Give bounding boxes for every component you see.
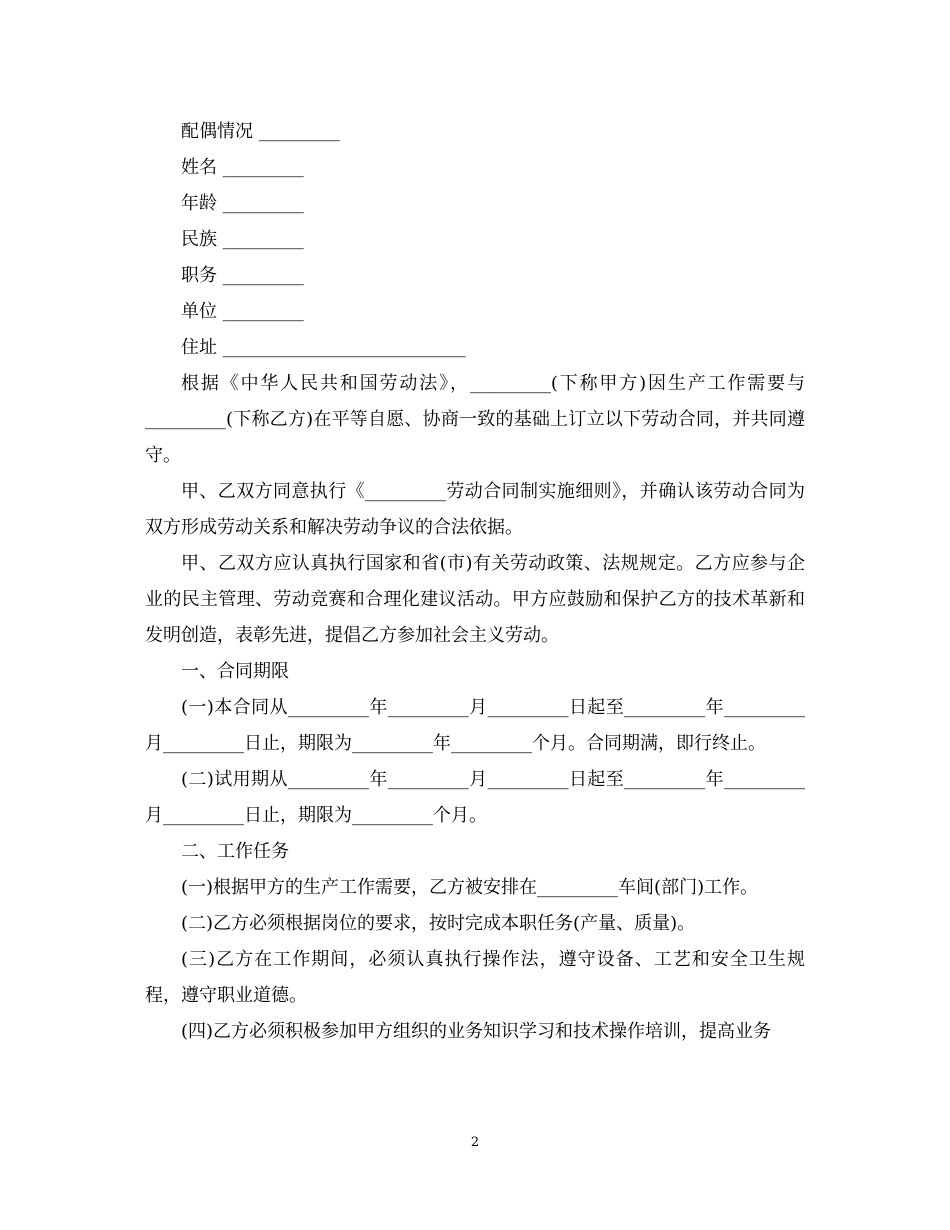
clause-probation: (二)试用期从_________年_________月_________日起至_________年_________月_________日止，期限为_________个月。	[145, 769, 805, 826]
clause-contract-term: (一)本合同从_________年_________月_________日起至_________年_________月_________日止，期限为_________年_________个月。合同期满，即行终止。	[145, 697, 805, 754]
field-employer: 单位 _________	[181, 301, 304, 322]
section-heading-tasks: 二、工作任务	[181, 841, 289, 862]
field-position: 职务 _________	[181, 265, 304, 286]
field-ethnicity: 民族 _________	[181, 229, 304, 250]
paragraph-obligations: 甲、乙双方应认真执行国家和省(市)有关劳动政策、法规规定。乙方应参与企业的民主管理、劳动竞赛和合理化建议活动。甲方应鼓励和保护乙方的技术革新和发明创造，表彰先进，提倡乙方参加社会主义劳动。	[145, 553, 805, 646]
field-name: 姓名 _________	[181, 157, 304, 178]
clause-duties: (二)乙方必须根据岗位的要求，按时完成本职任务(产量、质量)。	[181, 913, 696, 934]
clause-training: (四)乙方必须积极参加甲方组织的业务知识学习和技术操作培训，提高业务	[181, 1021, 772, 1042]
paragraph-rules: 甲、乙双方同意执行《_________劳动合同制实施细则》，并确认该劳动合同为双方形成劳动关系和解决劳动争议的合法依据。	[145, 481, 805, 538]
clause-assignment: (一)根据甲方的生产工作需要，乙方被安排在_________车间(部门)工作。	[181, 877, 759, 898]
field-age: 年龄 _________	[181, 193, 304, 214]
page-number: 2	[470, 1135, 480, 1150]
document-body	[145, 114, 805, 1050]
field-spouse: 配偶情况 _________	[181, 121, 340, 142]
paragraph-basis: 根据《中华人民共和国劳动法》，_________(下称甲方)因生产工作需要与_________(下称乙方)在平等自愿、协商一致的基础上订立以下劳动合同，并共同遵守。	[145, 373, 805, 466]
section-heading-term: 一、合同期限	[181, 661, 289, 682]
clause-safety: (三)乙方在工作期间，必须认真执行操作法，遵守设备、工艺和安全卫生规程，遵守职业道德。	[145, 949, 805, 1006]
field-address: 住址 ___________________________	[181, 337, 466, 358]
